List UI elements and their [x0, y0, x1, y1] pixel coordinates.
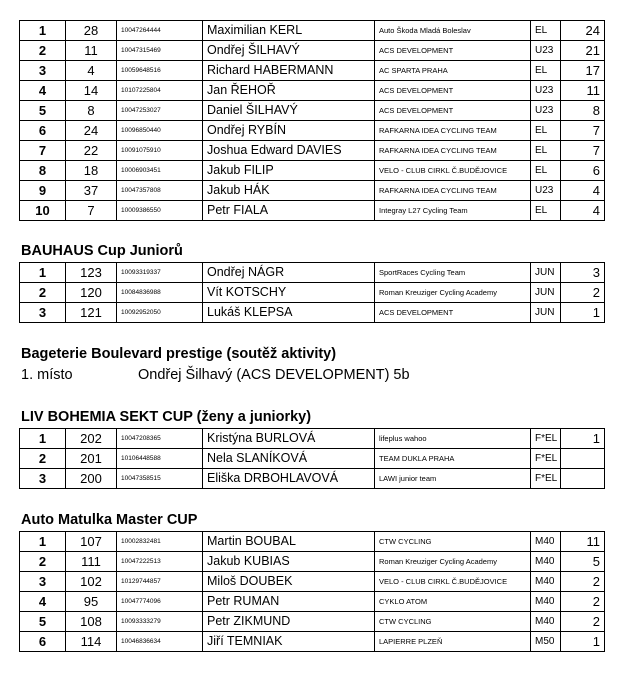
rider-name: Eliška DRBOHLAVOVÁ	[203, 469, 375, 489]
rank-cell: 8	[20, 161, 66, 181]
team-name: CTW CYCLING	[375, 532, 531, 552]
bib-number: 11	[66, 41, 117, 61]
team-name: LAPIERRE PLZEŇ	[375, 632, 531, 652]
team-name: RAFKARNA IDEA CYCLING TEAM	[375, 181, 531, 201]
table-row	[20, 141, 605, 161]
bageterie-result	[21, 367, 410, 383]
bib-number: 202	[66, 429, 117, 449]
table-row	[20, 572, 605, 592]
points: 7	[561, 121, 605, 141]
rider-name: Ondřej RYBÍN	[203, 121, 375, 141]
category: EL	[531, 201, 561, 221]
results-table-matulka	[19, 531, 605, 652]
results-table-bauhaus	[19, 262, 605, 323]
rider-name: Kristýna BURLOVÁ	[203, 429, 375, 449]
bib-number: 107	[66, 532, 117, 552]
points: 2	[561, 612, 605, 632]
uci-id: 10106448588	[117, 449, 203, 469]
table-row	[20, 552, 605, 572]
table-row	[20, 181, 605, 201]
rank-cell: 2	[20, 283, 66, 303]
category: JUN	[531, 283, 561, 303]
category: M40	[531, 572, 561, 592]
team-name: Auto Škoda Mladá Boleslav	[375, 21, 531, 41]
rider-name: Ondřej NÁGR	[203, 263, 375, 283]
rank-cell: 10	[20, 201, 66, 221]
bib-number: 14	[66, 81, 117, 101]
table-row	[20, 303, 605, 323]
category: EL	[531, 161, 561, 181]
points: 2	[561, 592, 605, 612]
team-name: ACS DEVELOPMENT	[375, 303, 531, 323]
team-name: ACS DEVELOPMENT	[375, 81, 531, 101]
uci-id: 10092952050	[117, 303, 203, 323]
team-name: Roman Kreuziger Cycling Academy	[375, 552, 531, 572]
rank-cell: 9	[20, 181, 66, 201]
team-name: VELO - CLUB CIRKL Č.BUDĚJOVICE	[375, 572, 531, 592]
bib-number: 123	[66, 263, 117, 283]
category: U23	[531, 41, 561, 61]
uci-id: 10107225804	[117, 81, 203, 101]
table-row	[20, 201, 605, 221]
uci-id: 10093333279	[117, 612, 203, 632]
rider-name: Miloš DOUBEK	[203, 572, 375, 592]
rank-cell: 3	[20, 303, 66, 323]
bib-number: 121	[66, 303, 117, 323]
table-row	[20, 61, 605, 81]
points: 5	[561, 552, 605, 572]
team-name: VELO - CLUB CIRKL Č.BUDĚJOVICE	[375, 161, 531, 181]
rank-cell: 4	[20, 592, 66, 612]
rider-name: Jakub FILIP	[203, 161, 375, 181]
uci-id: 10009386550	[117, 201, 203, 221]
uci-id: 10047774096	[117, 592, 203, 612]
rider-name: Jakub HÁK	[203, 181, 375, 201]
points: 7	[561, 141, 605, 161]
category: U23	[531, 181, 561, 201]
points: 11	[561, 81, 605, 101]
table-row	[20, 283, 605, 303]
rider-name: Ondřej ŠILHAVÝ	[203, 41, 375, 61]
rank-cell: 5	[20, 612, 66, 632]
rank-cell: 1	[20, 429, 66, 449]
bib-number: 108	[66, 612, 117, 632]
table-row	[20, 101, 605, 121]
uci-id: 10096850440	[117, 121, 203, 141]
bib-number: 111	[66, 552, 117, 572]
team-name: RAFKARNA IDEA CYCLING TEAM	[375, 141, 531, 161]
uci-id: 10047264444	[117, 21, 203, 41]
rank-cell: 7	[20, 141, 66, 161]
bib-number: 8	[66, 101, 117, 121]
points: 4	[561, 181, 605, 201]
team-name: CYKLO ATOM	[375, 592, 531, 612]
points: 1	[561, 429, 605, 449]
uci-id: 10084836988	[117, 283, 203, 303]
table-row	[20, 429, 605, 449]
points: 11	[561, 532, 605, 552]
uci-id: 10046836634	[117, 632, 203, 652]
rank-cell: 6	[20, 121, 66, 141]
uci-id: 10006903451	[117, 161, 203, 181]
rider-name: Petr ZIKMUND	[203, 612, 375, 632]
category: M40	[531, 592, 561, 612]
points: 2	[561, 572, 605, 592]
category: JUN	[531, 263, 561, 283]
table-row	[20, 41, 605, 61]
team-name: LAWI junior team	[375, 469, 531, 489]
category: EL	[531, 121, 561, 141]
points: 2	[561, 283, 605, 303]
table-row	[20, 532, 605, 552]
category: M40	[531, 532, 561, 552]
rank-cell: 3	[20, 572, 66, 592]
heading-bageterie: Bageterie Boulevard prestige (soutěž aktivity)	[21, 346, 337, 362]
category: M50	[531, 632, 561, 652]
bib-number: 95	[66, 592, 117, 612]
bib-number: 37	[66, 181, 117, 201]
points	[561, 449, 605, 469]
rank-cell: 1	[20, 21, 66, 41]
team-name: lifeplus wahoo	[375, 429, 531, 449]
table-row	[20, 21, 605, 41]
rider-name: Vít KOTSCHY	[203, 283, 375, 303]
rider-name: Jakub KUBIAS	[203, 552, 375, 572]
bageterie-place: 1. místo	[21, 367, 73, 383]
points: 17	[561, 61, 605, 81]
category: M40	[531, 552, 561, 572]
team-name: SportRaces Cycling Team	[375, 263, 531, 283]
table-row	[20, 161, 605, 181]
heading-matulka: Auto Matulka Master CUP	[21, 512, 198, 528]
points: 1	[561, 632, 605, 652]
bib-number: 201	[66, 449, 117, 469]
bib-number: 28	[66, 21, 117, 41]
rider-name: Richard HABERMANN	[203, 61, 375, 81]
bib-number: 7	[66, 201, 117, 221]
rider-name: Petr FIALA	[203, 201, 375, 221]
points: 6	[561, 161, 605, 181]
points: 8	[561, 101, 605, 121]
heading-liv: LIV BOHEMIA SEKT CUP (ženy a juniorky)	[21, 409, 312, 425]
uci-id: 10047315469	[117, 41, 203, 61]
table-row	[20, 121, 605, 141]
uci-id: 10129744857	[117, 572, 203, 592]
rank-cell: 1	[20, 532, 66, 552]
uci-id: 10093319337	[117, 263, 203, 283]
uci-id: 10059648516	[117, 61, 203, 81]
rank-cell: 4	[20, 81, 66, 101]
bib-number: 22	[66, 141, 117, 161]
table-row	[20, 632, 605, 652]
category: JUN	[531, 303, 561, 323]
category: F*EL	[531, 429, 561, 449]
bib-number: 24	[66, 121, 117, 141]
rank-cell: 6	[20, 632, 66, 652]
rider-name: Daniel ŠILHAVÝ	[203, 101, 375, 121]
rider-name: Petr RUMAN	[203, 592, 375, 612]
rider-name: Maximilian KERL	[203, 21, 375, 41]
points: 24	[561, 21, 605, 41]
uci-id: 10047253027	[117, 101, 203, 121]
team-name: CTW CYCLING	[375, 612, 531, 632]
category: U23	[531, 81, 561, 101]
rank-cell: 2	[20, 552, 66, 572]
bageterie-winner: Ondřej Šilhavý (ACS DEVELOPMENT) 5b	[138, 367, 410, 383]
team-name: ACS DEVELOPMENT	[375, 101, 531, 121]
heading-bauhaus: BAUHAUS Cup Juniorů	[21, 243, 183, 259]
team-name: AC SPARTA PRAHA	[375, 61, 531, 81]
rank-cell: 5	[20, 101, 66, 121]
bib-number: 4	[66, 61, 117, 81]
rider-name: Martin BOUBAL	[203, 532, 375, 552]
points: 1	[561, 303, 605, 323]
results-table-liv	[19, 428, 605, 489]
table-row	[20, 263, 605, 283]
category: EL	[531, 141, 561, 161]
team-name: ACS DEVELOPMENT	[375, 41, 531, 61]
rider-name: Jan ŘEHOŘ	[203, 81, 375, 101]
results-table-main	[19, 20, 605, 221]
rider-name: Lukáš KLEPSA	[203, 303, 375, 323]
uci-id: 10047208365	[117, 429, 203, 449]
category: F*EL	[531, 449, 561, 469]
table-row	[20, 592, 605, 612]
uci-id: 10047357808	[117, 181, 203, 201]
rank-cell: 3	[20, 469, 66, 489]
table-row	[20, 469, 605, 489]
points: 4	[561, 201, 605, 221]
bib-number: 200	[66, 469, 117, 489]
rider-name: Joshua Edward DAVIES	[203, 141, 375, 161]
category: F*EL	[531, 469, 561, 489]
rider-name: Nela SLANÍKOVÁ	[203, 449, 375, 469]
team-name: TEAM DUKLA PRAHA	[375, 449, 531, 469]
category: U23	[531, 101, 561, 121]
rank-cell: 2	[20, 449, 66, 469]
category: EL	[531, 21, 561, 41]
bib-number: 18	[66, 161, 117, 181]
table-row	[20, 449, 605, 469]
team-name: Integray L27 Cycling Team	[375, 201, 531, 221]
category: M40	[531, 612, 561, 632]
points: 3	[561, 263, 605, 283]
uci-id: 10002832481	[117, 532, 203, 552]
uci-id: 10091075910	[117, 141, 203, 161]
uci-id: 10047358515	[117, 469, 203, 489]
points: 21	[561, 41, 605, 61]
team-name: RAFKARNA IDEA CYCLING TEAM	[375, 121, 531, 141]
table-row	[20, 612, 605, 632]
bib-number: 114	[66, 632, 117, 652]
table-row	[20, 81, 605, 101]
bib-number: 120	[66, 283, 117, 303]
team-name: Roman Kreuziger Cycling Academy	[375, 283, 531, 303]
uci-id: 10047222513	[117, 552, 203, 572]
rank-cell: 1	[20, 263, 66, 283]
points	[561, 469, 605, 489]
bib-number: 102	[66, 572, 117, 592]
rank-cell: 2	[20, 41, 66, 61]
rank-cell: 3	[20, 61, 66, 81]
category: EL	[531, 61, 561, 81]
rider-name: Jiří TEMNIAK	[203, 632, 375, 652]
